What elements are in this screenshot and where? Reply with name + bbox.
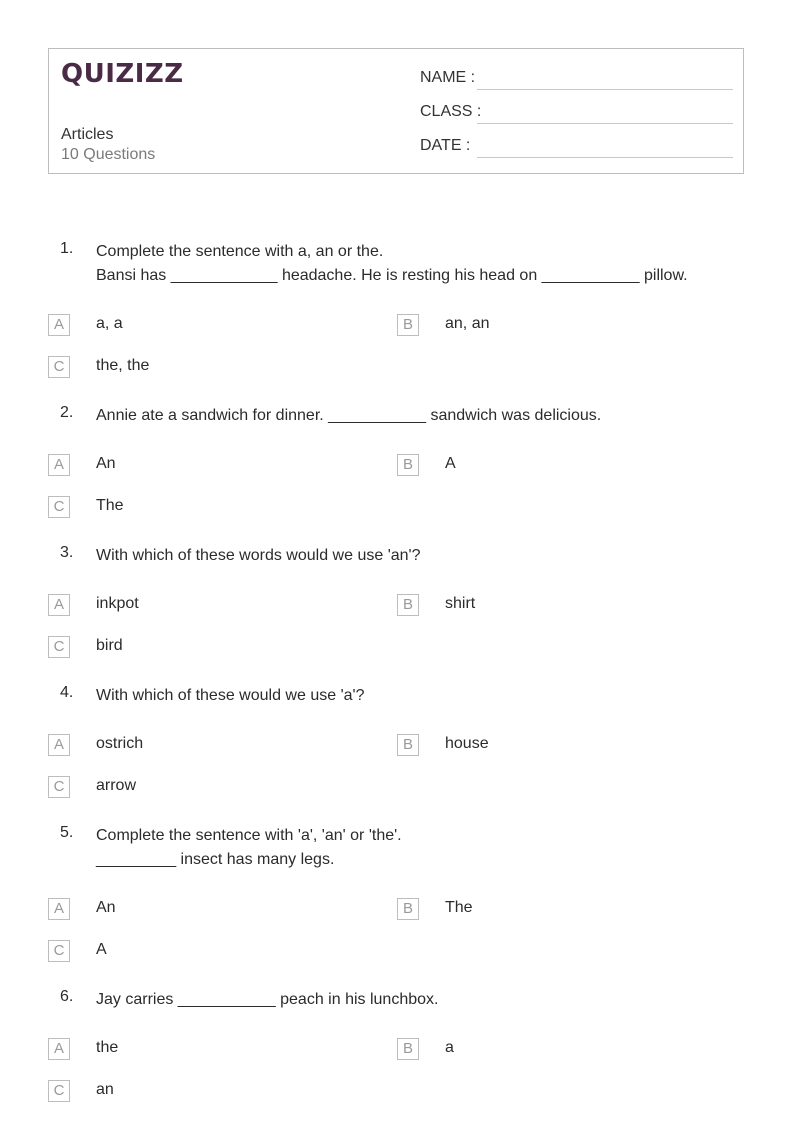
option-text: an, an [445,315,490,332]
option-text: the [96,1039,119,1056]
worksheet-header [48,48,744,174]
option-letter-box: C [48,776,70,798]
question-line: Complete the sentence with 'a', 'an' or 'the'. [96,827,402,844]
class-line [477,123,733,124]
option-text: An [96,899,116,916]
option-letter-box: B [397,454,419,476]
option-text: bird [96,637,123,654]
date-label: DATE : [420,137,471,154]
option-letter-box: C [48,496,70,518]
question-text [96,988,736,1012]
option-letter-box: A [48,454,70,476]
question-line: Jay carries ___________ peach in his lunchbox. [96,991,439,1008]
question-line: _________ insect has many legs. [96,851,335,868]
quizizz-logo: QUIZIZZ [61,59,184,89]
option-letter-box: C [48,636,70,658]
option-letter-box: A [48,734,70,756]
option-letter-box: A [48,1038,70,1060]
question-text [96,404,736,428]
question-number: 5. [60,824,74,841]
name-label: NAME : [420,69,476,86]
question-number: 2. [60,404,74,421]
question-number: 4. [60,684,74,701]
question-text [96,544,736,568]
question-line: Complete the sentence with a, an or the. [96,243,384,260]
option-letter-box: A [48,314,70,336]
option-letter-box: B [397,898,419,920]
question-line: With which of these would we use 'a'? [96,687,365,704]
option-letter-box: B [397,1038,419,1060]
option-text: The [445,899,473,916]
option-text: A [96,941,107,958]
question-text [96,684,736,708]
option-letter-box: B [397,734,419,756]
date-line [477,157,733,158]
option-letter-box: B [397,314,419,336]
option-letter-box: C [48,356,70,378]
option-text: house [445,735,489,752]
worksheet-title: Articles [61,126,114,143]
option-text: inkpot [96,595,139,612]
question-text [96,824,736,872]
option-text: arrow [96,777,137,794]
option-text: shirt [445,595,476,612]
question-count: 10 Questions [61,146,156,163]
option-text: The [96,497,124,514]
option-letter-box: C [48,1080,70,1102]
option-letter-box: A [48,898,70,920]
option-letter-box: B [397,594,419,616]
question-line: Annie ate a sandwich for dinner. ___________ sandwich was delicious. [96,407,602,424]
option-text: a, a [96,315,123,332]
option-letter-box: C [48,940,70,962]
question-line: Bansi has ____________ headache. He is resting his head on ___________ pillow. [96,267,688,284]
option-text: the, the [96,357,150,374]
option-text: an [96,1081,114,1098]
option-text: An [96,455,116,472]
question-number: 1. [60,240,74,257]
question-line: With which of these words would we use 'an'? [96,547,421,564]
question-number: 3. [60,544,74,561]
option-letter-box: A [48,594,70,616]
option-text: a [445,1039,454,1056]
question-text [96,240,736,288]
option-text: A [445,455,456,472]
name-line [477,89,733,90]
question-number: 6. [60,988,74,1005]
option-text: ostrich [96,735,144,752]
class-label: CLASS : [420,103,482,120]
